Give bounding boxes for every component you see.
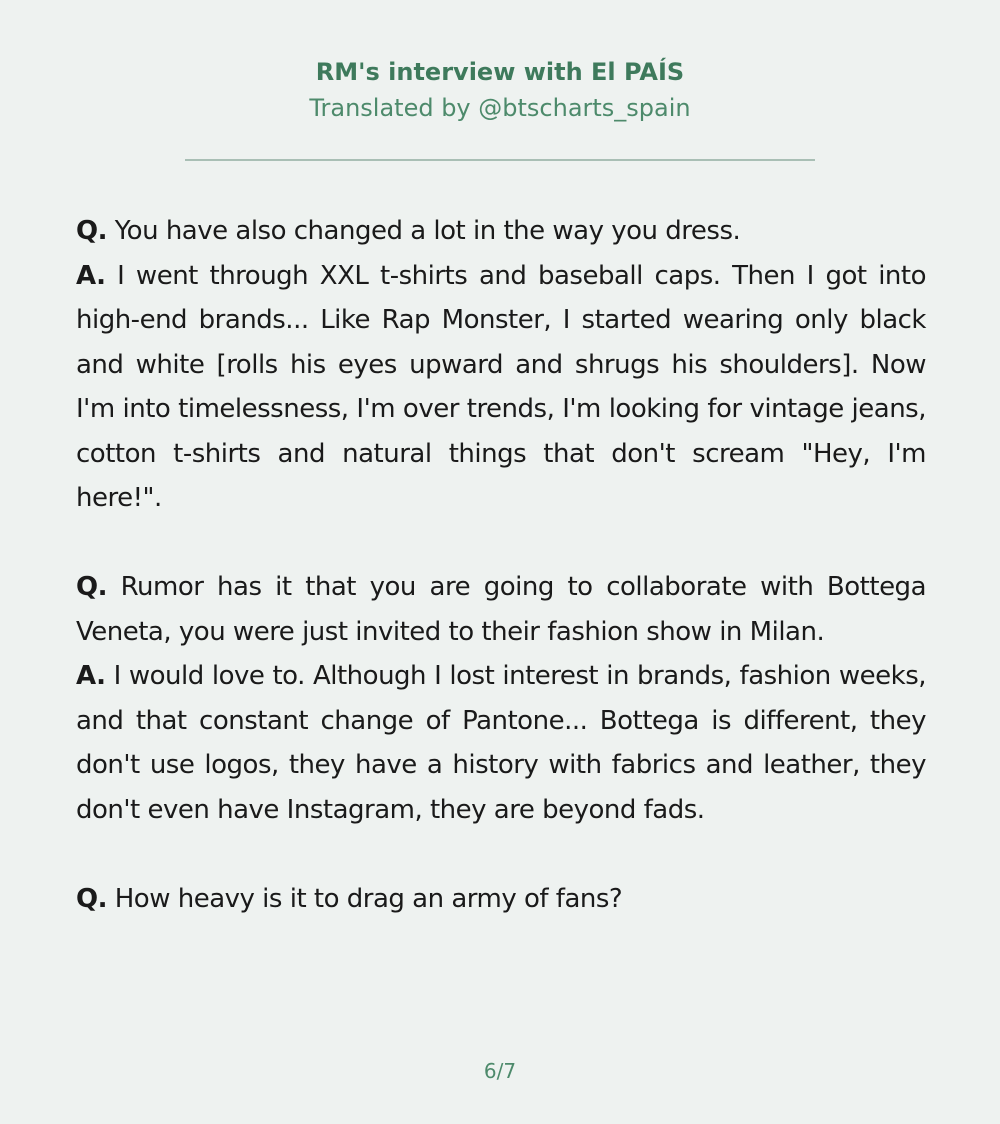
answer-text: I would love to. Although I lost interest in brands, fashion weeks, and that constant change of Pantone... Bottega is different, they don't use logos, they have a history with fabrics and leather, they don't even have Instagram, they are beyond fads. [76,661,926,825]
page-number: 6/7 [483,1059,517,1083]
page-subtitle: Translated by @btscharts_spain [309,94,691,122]
interview-content [76,209,926,921]
page-title: RM's interview with El PAÍS [315,58,685,86]
question-2 [76,565,926,654]
question-text: You have also changed a lot in the way you dress. [114,216,741,246]
answer-label: A. [76,260,106,291]
question-3 [76,877,926,922]
spacer [76,521,926,566]
answer-text: I went through XXL t-shirts and baseball caps. Then I got into high-end brands... Like Rap Monster, I started wearing only black and white [rolls his eyes upward and shrugs his shoulders]. Now I'm into timelessness, I'm over trends, I'm looking for vintage jeans, cotton t-shirts and natural things that don't scream "Hey, I'm here!". [76,260,927,513]
answer-2 [76,654,926,832]
divider [185,159,815,161]
question-text: Rumor has it that you are going to collaborate with Bottega Veneta, you were just invited to their fashion show in Milan. [76,572,926,647]
question-text: How heavy is it to drag an army of fans? [114,883,623,914]
answer-label: A. [76,661,106,691]
question-1 [76,209,926,254]
question-label: Q. [76,216,107,246]
question-label: Q. [76,572,107,602]
answer-1 [76,254,926,521]
header [0,54,1000,126]
spacer [76,832,926,877]
question-label: Q. [76,883,107,914]
